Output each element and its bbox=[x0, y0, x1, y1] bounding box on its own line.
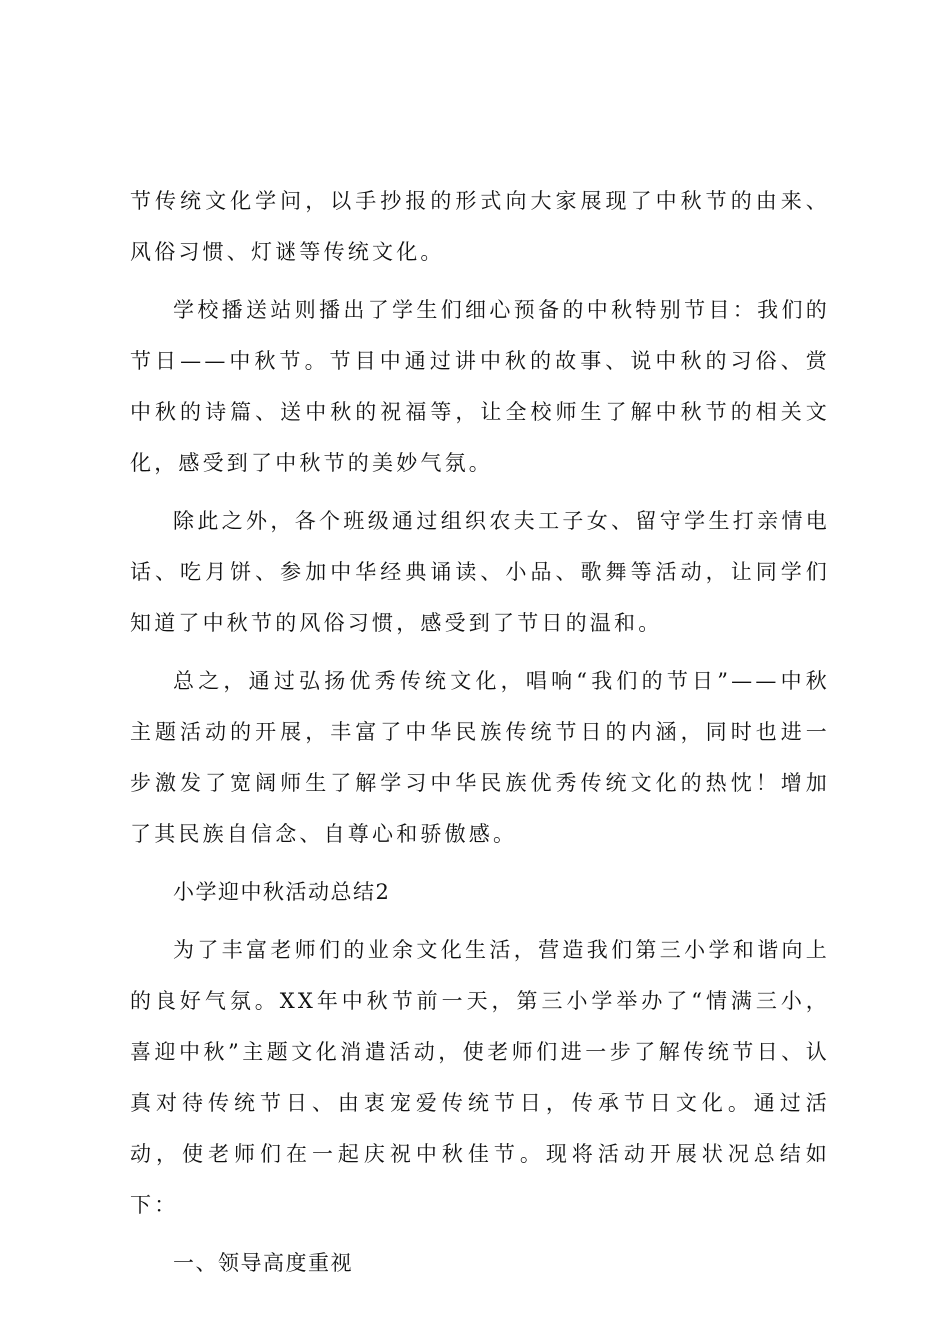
paragraph-broadcast: 学校播送站则播出了学生们细心预备的中秋特别节目：我们的节日——中秋节。节目中通过讲中秋的故事、说中秋的习俗、赏中秋的诗篇、送中秋的祝福等，让全校师生了解中秋节的相关文化，感受到了中秋节的美妙气氛。 bbox=[130, 298, 830, 475]
paragraph-gap bbox=[130, 1231, 830, 1238]
paragraph-continued: 节传统文化学问，以手抄报的形式向大家展现了中秋节的由来、风俗习惯、灯谜等传统文化。 bbox=[130, 189, 830, 264]
section-title: 小学迎中秋活动总结2 bbox=[173, 880, 391, 904]
subheading: 一、领导高度重视 bbox=[173, 1251, 353, 1275]
paragraph-gap bbox=[130, 489, 830, 496]
document-page bbox=[130, 176, 830, 1289]
paragraph-gap bbox=[130, 278, 830, 285]
paragraph-conclusion: 总之，通过弘扬优秀传统文化，唱响“我们的节日”——中秋主题活动的开展，丰富了中华民族传统节日的内涵，同时也进一步激发了宽阔师生了解学习中华民族优秀传统文化的热忱！增加了其民族自信念、自尊心和骄傲感。 bbox=[130, 669, 830, 846]
paragraph-section-intro: 为了丰富老师们的业余文化生活，营造我们第三小学和谐向上的良好气氛。XX年中秋节前一天，第三小学举办了“情满三小，喜迎中秋”主题文化消遣活动，使老师们进一步了解传统节日、认真对待传统节日、由衷宠爱传统节日，传承节日文化。通过活动，使老师们在一起庆祝中秋佳节。现将活动开展状况总结如下： bbox=[130, 938, 830, 1217]
paragraph-gap bbox=[130, 918, 830, 925]
paragraph-class-activities: 除此之外，各个班级通过组织农夫工子女、留守学生打亲情电话、吃月饼、参加中华经典诵读、小品、歌舞等活动，让同学们知道了中秋节的风俗习惯，感受到了节日的温和。 bbox=[130, 509, 830, 635]
paragraph-gap bbox=[130, 649, 830, 656]
paragraph-gap bbox=[130, 860, 830, 867]
